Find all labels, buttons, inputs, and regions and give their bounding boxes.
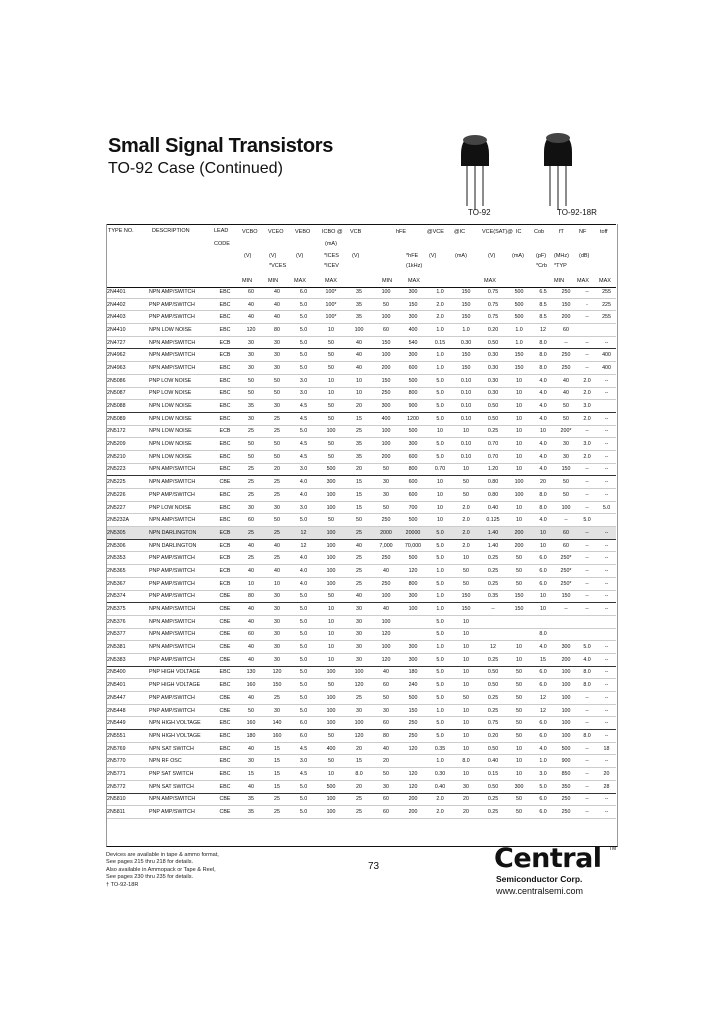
table-row: 2N5377 NPN AMP/SWITCH CBE 60 30 5.0 10 30 120 5.0 10 8.0 (106, 628, 616, 641)
table-row: 2N5771 PNP SAT SWITCH EBC 15 15 4.5 10 8.0 50 120 0.30 10 0.15 10 3.0 850 -- 20 (106, 768, 616, 781)
table-row: 2N5811 PNP AMP/SWITCH CBE 35 25 5.0 100 25 60 200 2.0 20 0.25 50 6.0 250 -- -- (106, 806, 616, 819)
col-hfe: hFE (396, 229, 407, 235)
to92-18r-package-icon (538, 130, 578, 210)
table-row: 2N5769 NPN SAT SWITCH EBC 40 15 4.5 400 20 40 120 0.35 10 0.50 10 4.0 500 -- 18 (106, 742, 616, 755)
page-number: 73 (368, 861, 380, 872)
col-icbo: ICBO @ (322, 229, 343, 235)
table-row: 2N5305 NPN DARLINGTON ECB 25 25 12 100 25 2000 20000 5.0 2.0 1.40 200 10 60 -- -- (106, 527, 616, 540)
col-cob: Cob (534, 229, 545, 235)
brand-url[interactable]: www.centralsemi.com (496, 886, 584, 896)
table-row: 2N5376 NPN AMP/SWITCH CBE 40 30 5.0 10 30 100 5.0 10 (106, 615, 616, 628)
table-row: 2N5087 PNP LOW NOISE EBC 50 50 3.0 10 10 250 800 5.0 0.10 0.30 10 4.0 40 2.0 -- (106, 387, 616, 400)
to92-label: TO-92 (468, 208, 491, 217)
table-row: 2N4962 NPN AMP/SWITCH ECB 30 30 5.0 50 40 100 300 1.0 150 0.30 150 8.0 250 -- 400 (106, 349, 616, 362)
brand-logo: Central (494, 843, 602, 874)
col-lead: LEAD (214, 228, 229, 234)
col-at-vce: @VCE (427, 229, 444, 235)
table-row: 2N5383 PNP AMP/SWITCH CBE 40 30 5.0 10 30 120 300 5.0 10 0.25 10 15 200 4.0 -- (106, 653, 616, 666)
col-vce-sat: VCE(SAT)@ (482, 229, 513, 235)
brand-corp: Semiconductor Corp. (496, 874, 583, 884)
table-row: 2N5306 NPN DARLINGTON ECB 40 40 12 100 40 7,000 70,000 5.0 2.0 1.40 200 10 60 -- -- (106, 539, 616, 552)
table-row: 2N5367 PNP AMP/SWITCH ECB 10 10 4.0 100 25 250 800 5.0 50 0.25 50 6.0 250* -- -- (106, 577, 616, 590)
table-row: 2N5374 PNP AMP/SWITCH CBE 80 30 5.0 50 40 100 300 1.0 150 0.35 150 10 150 -- -- (106, 590, 616, 603)
col-code: CODE (214, 241, 230, 247)
table-row: 2N5375 NPN AMP/SWITCH CBE 40 30 5.0 10 30 40 100 1.0 150 -- 150 10 -- -- -- (106, 603, 616, 616)
table-row: 2N5551 NPN HIGH VOLTAGE EBC 180 160 6.0 50 120 80 250 5.0 10 0.20 50 6.0 100 8.0 -- (106, 730, 616, 743)
col-description: DESCRIPTION (152, 228, 190, 234)
table-row: 2N4727 NPN AMP/SWITCH ECB 30 30 5.0 50 40 150 540 0.15 0.30 0.50 1.0 8.0 -- -- -- (106, 336, 616, 349)
table-row: 2N5772 NPN SAT SWITCH EBC 40 15 5.0 500 20 30 120 0.40 30 0.50 300 5.0 350 -- 28 (106, 780, 616, 793)
table-row: 2N5353 PNP AMP/SWITCH ECB 25 25 4.0 100 25 250 500 5.0 10 0.25 50 6.0 250* -- -- (106, 552, 616, 565)
table-row: 2N5401 PNP HIGH VOLTAGE EBC 160 150 5.0 50 120 60 240 5.0 10 0.50 50 6.0 100 8.0 -- (106, 679, 616, 692)
table-row: 2N5225 NPN AMP/SWITCH CBE 25 25 4.0 300 15 30 600 10 50 0.80 100 20 50 -- -- (106, 476, 616, 489)
table-row: 2N4401 NPN AMP/SWITCH EBC 60 40 6.0 100* 35 100 300 1.0 150 0.75 500 6.5 250 -- 255 (106, 286, 616, 298)
trademark: TM (609, 846, 617, 852)
spec-table (106, 286, 616, 819)
table-row: 2N5209 NPN LOW NOISE EBC 50 50 4.5 50 35 100 300 5.0 0.10 0.70 10 4.0 30 3.0 -- (106, 438, 616, 451)
col-nf: NF (579, 229, 587, 235)
table-row: 2N5232A NPN AMP/SWITCH EBC 60 50 5.0 50 50 250 500 10 2.0 0.125 10 4.0 -- 5.0 (106, 514, 616, 527)
table-row: 2N5448 PNP AMP/SWITCH CBE 50 30 5.0 100 30 30 150 1.0 10 0.25 50 12 100 -- -- (106, 704, 616, 717)
table-row: 2N4403 PNP AMP/SWITCH EBC 40 40 5.0 100* 35 100 300 2.0 150 0.75 500 8.5 200 -- 255 (106, 311, 616, 324)
table-row: 2N5210 NPN LOW NOISE EBC 50 50 4.5 50 35 200 600 5.0 0.10 0.70 10 4.0 30 2.0 -- (106, 450, 616, 463)
table-row: 2N5226 PNP AMP/SWITCH EBC 25 25 4.0 100 15 30 600 10 50 0.80 100 8.0 50 -- -- (106, 489, 616, 502)
page-subtitle: TO-92 Case (Continued) (108, 160, 283, 177)
table-row: 2N5400 PNP HIGH VOLTAGE EBC 130 120 5.0 100 100 40 180 5.0 10 0.50 50 6.0 100 8.0 -- (106, 666, 616, 679)
col-at-ic: @IC (454, 229, 466, 235)
col-vcbo: VCBO (242, 229, 258, 235)
table-row: 2N5447 PNP AMP/SWITCH CBE 40 25 5.0 100 25 50 500 5.0 50 0.25 50 12 100 -- -- (106, 692, 616, 705)
table-row: 2N5770 NPN RF OSC EBC 30 15 3.0 50 15 20 1.0 8.0 0.40 10 1.0 900 -- -- (106, 755, 616, 768)
table-row: 2N4963 NPN AMP/SWITCH EBC 30 30 5.0 50 40 200 600 1.0 150 0.30 150 8.0 250 -- 400 (106, 362, 616, 375)
col-toff: toff (600, 229, 608, 235)
table-row: 2N5381 NPN AMP/SWITCH CBE 40 30 5.0 10 30 100 300 1.0 10 12 10 4.0 300 5.0 -- (106, 641, 616, 654)
to92-18r-label: TO-92-18R (557, 208, 597, 217)
col-type-no: TYPE NO. (108, 228, 134, 234)
col-vcb: VCB (350, 229, 362, 235)
footnote: Devices are available in tape & ammo format, See pages 215 thru 218 for details. Also available in Ammopack or Tape & Reel, See pages 230 thru 235 for details. † TO-92-18R (106, 852, 219, 888)
col-ft: fT (559, 229, 564, 235)
col-ic2: IC (516, 229, 522, 235)
table-row: 2N5086 PNP LOW NOISE EBC 50 50 3.0 10 10 150 500 5.0 0.10 0.30 10 4.0 40 2.0 -- (106, 374, 616, 387)
table-row: 2N5172 NPN LOW NOISE ECB 25 25 5.0 100 25 100 500 10 10 0.25 10 10 200* -- -- (106, 425, 616, 438)
table-row: 2N5810 NPN AMP/SWITCH CBE 35 25 5.0 100 25 60 200 2.0 20 0.25 50 6.0 250 -- -- (106, 793, 616, 806)
page-title: Small Signal Transistors (108, 135, 334, 157)
table-row: 2N5365 PNP AMP/SWITCH ECB 40 40 4.0 100 25 40 120 1.0 50 0.25 50 6.0 250* -- -- (106, 565, 616, 578)
table-row: 2N5227 PNP LOW NOISE EBC 30 30 3.0 100 15 50 700 10 2.0 0.40 10 8.0 100 -- 5.0 (106, 501, 616, 514)
table-row: 2N5223 NPN AMP/SWITCH EBC 25 20 3.0 500 20 50 800 0.70 10 1.20 10 4.0 150 -- -- (106, 463, 616, 476)
to92-package-icon (455, 132, 495, 212)
table-row: 2N4410 NPN LOW NOISE EBC 120 80 5.0 10 100 60 400 1.0 1.0 0.20 1.0 12 60 (106, 324, 616, 337)
table-row: 2N5449 NPN HIGH VOLTAGE EBC 160 140 6.0 100 100 60 250 5.0 10 0.75 50 6.0 100 -- -- (106, 717, 616, 730)
table-row: 2N5088 NPN LOW NOISE EBC 35 30 4.5 50 20 300 900 5.0 0.10 0.50 10 4.0 50 3.0 (106, 400, 616, 413)
col-vceo: VCEO (268, 229, 284, 235)
table-row: 2N4402 PNP AMP/SWITCH EBC 40 40 5.0 100* 35 50 150 2.0 150 0.75 500 8.5 150 - 225 (106, 298, 616, 311)
col-vebo: VEBO (295, 229, 311, 235)
table-row: 2N5089 NPN LOW NOISE EBC 30 25 4.5 50 15 400 1200 5.0 0.10 0.50 10 4.0 50 2.0 -- (106, 412, 616, 425)
table-header: TYPE NO. DESCRIPTION LEAD CODE VCBO VCEO VEBO ICBO @ VCB hFE @VCE @IC VCE(SAT)@ IC Cob fT NF toff (V) (V) (V) (mA) (V) *VCES *ICES *ICEV *hFE (1kHz) (V) (mA) (V) (mA) (pF) *Crb (MHz) *TYP (dB) MIN MIN MAX MAX MIN MAX MAX MIN MAX MAX (106, 224, 616, 288)
